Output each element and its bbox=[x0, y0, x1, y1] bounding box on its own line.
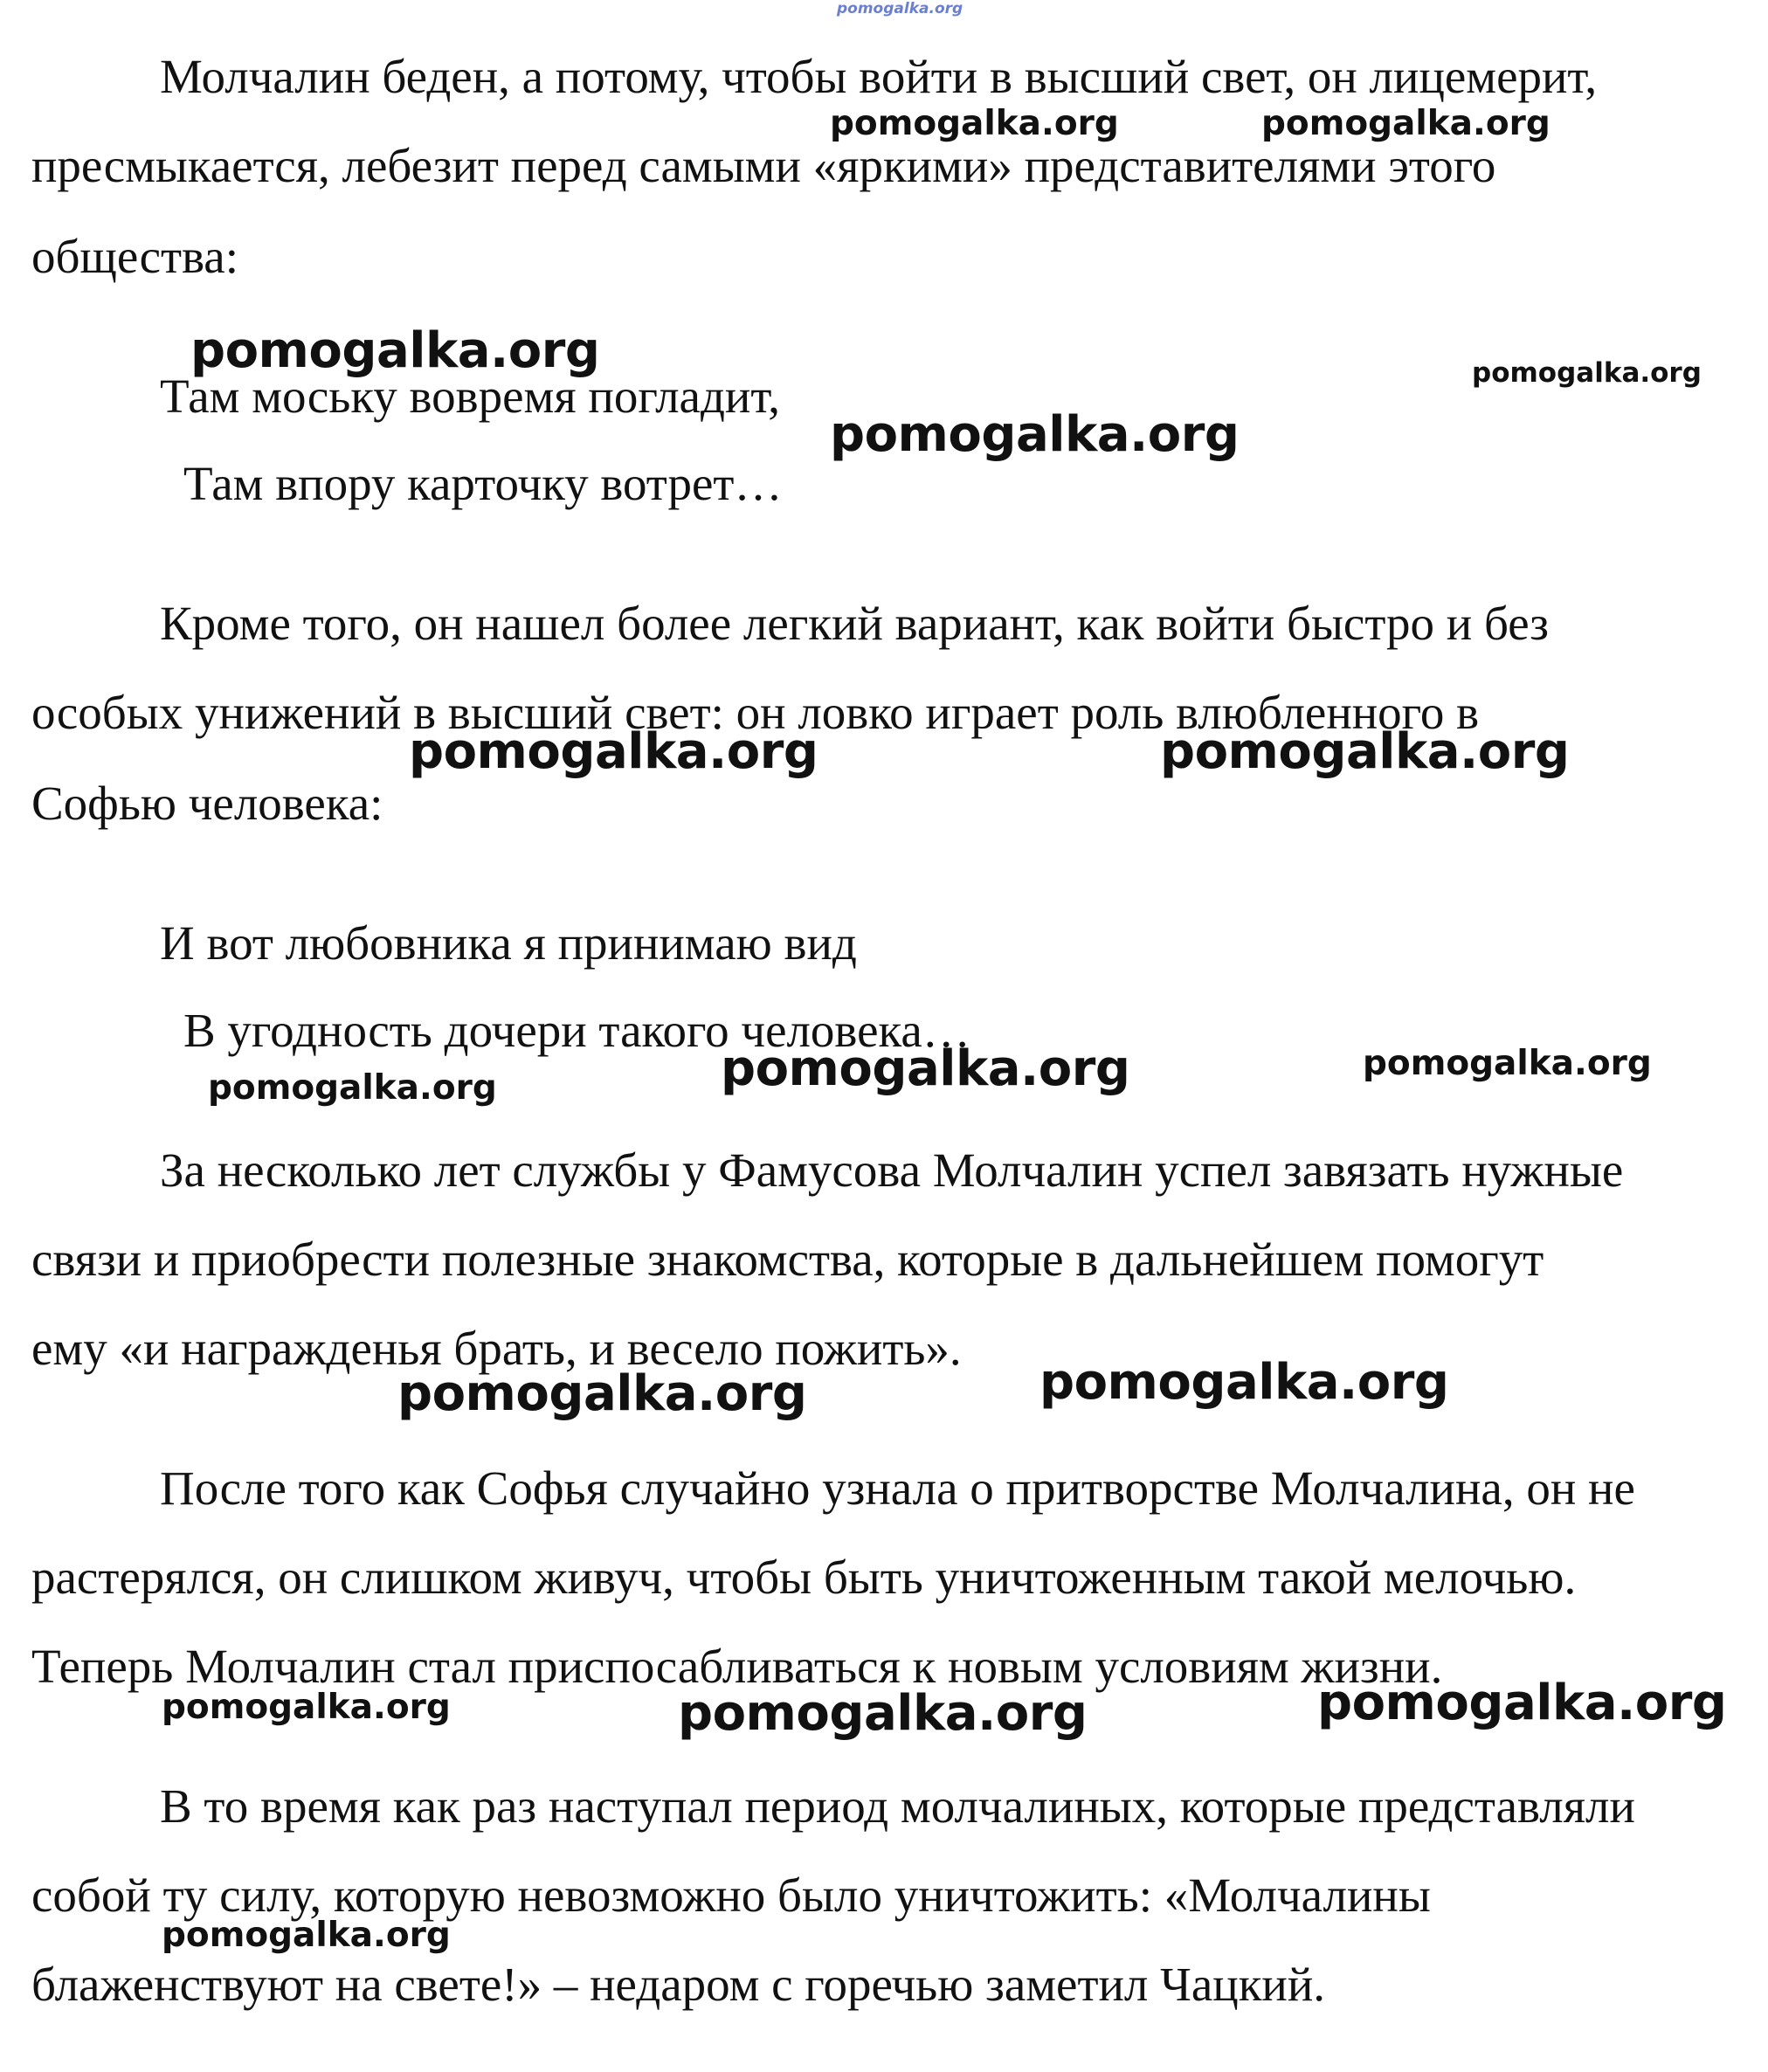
watermark: pomogalka.org bbox=[162, 1688, 451, 1727]
p3-line1: За несколько лет службы у Фамусова Молчалин успел завязать нужные bbox=[160, 1143, 1624, 1197]
p4-line2: растерялся, он слишком живуч, чтобы быть уничтоженным такой мелочью. bbox=[31, 1551, 1577, 1604]
p1-line3: общества: bbox=[31, 230, 238, 283]
p4-line3: Теперь Молчалин стал приспосабливаться к новым условиям жизни. bbox=[31, 1640, 1443, 1693]
watermark: pomogalka.org bbox=[409, 723, 818, 780]
watermark: pomogalka.org bbox=[397, 1365, 807, 1422]
p1-line1: Молчалин беден, а потому, чтобы войти в высший свет, он лицемерит, bbox=[160, 50, 1598, 103]
p2-line2: особых унижений в высший свет: он ловко играет роль влюбленного в bbox=[31, 686, 1480, 739]
p1-line2: пресмыкается, лебезит перед самыми «яркими» представителями этого bbox=[31, 139, 1496, 192]
watermark: pomogalka.org bbox=[678, 1685, 1088, 1742]
quote2-line2: В угодность дочери такого человека… bbox=[183, 1004, 970, 1057]
p5-line3: блаженствуют на свете!» – недаром с горечью заметил Чацкий. bbox=[31, 1958, 1326, 2011]
p5-line1: В то время как раз наступал период молчалиных, которые представляли bbox=[160, 1779, 1635, 1833]
watermark: pomogalka.org bbox=[721, 1040, 1130, 1097]
watermark: pomogalka.org bbox=[208, 1068, 497, 1108]
p5-line2: собой ту силу, которую невозможно было уничтожить: «Молчалины bbox=[31, 1868, 1431, 1922]
p3-line3: ему «и награжденья брать, и весело пожить». bbox=[31, 1322, 962, 1375]
p2-line3: Софью человека: bbox=[31, 777, 383, 830]
quote2-line1: И вот любовника я принимаю вид bbox=[160, 916, 857, 970]
watermark: pomogalka.org bbox=[1363, 1044, 1652, 1083]
watermark: pomogalka.org bbox=[162, 1916, 451, 1955]
watermark: pomogalka.org bbox=[830, 104, 1119, 143]
p2-line1: Кроме того, он нашел более легкий вариант, как войти быстро и без bbox=[160, 597, 1550, 650]
watermark: pomogalka.org bbox=[1039, 1354, 1449, 1411]
p3-line2: связи и приобрести полезные знакомства, которые в дальнейшем помогут bbox=[31, 1233, 1544, 1286]
watermark: pomogalka.org bbox=[190, 322, 600, 379]
watermark: pomogalka.org bbox=[1261, 104, 1550, 143]
watermark: pomogalka.org bbox=[1317, 1675, 1727, 1731]
watermark: pomogalka.org bbox=[830, 406, 1240, 463]
watermark: pomogalka.org bbox=[1472, 357, 1702, 389]
p4-line1: После того как Софья случайно узнала о притворстве Молчалина, он не bbox=[160, 1461, 1635, 1515]
watermark: pomogalka.org bbox=[1160, 723, 1570, 780]
watermark-top: pomogalka.org bbox=[837, 0, 963, 17]
quote1-line2: Там впору карточку вотрет… bbox=[183, 457, 783, 510]
quote1-line1: Там моську вовремя погладит, bbox=[160, 370, 781, 423]
